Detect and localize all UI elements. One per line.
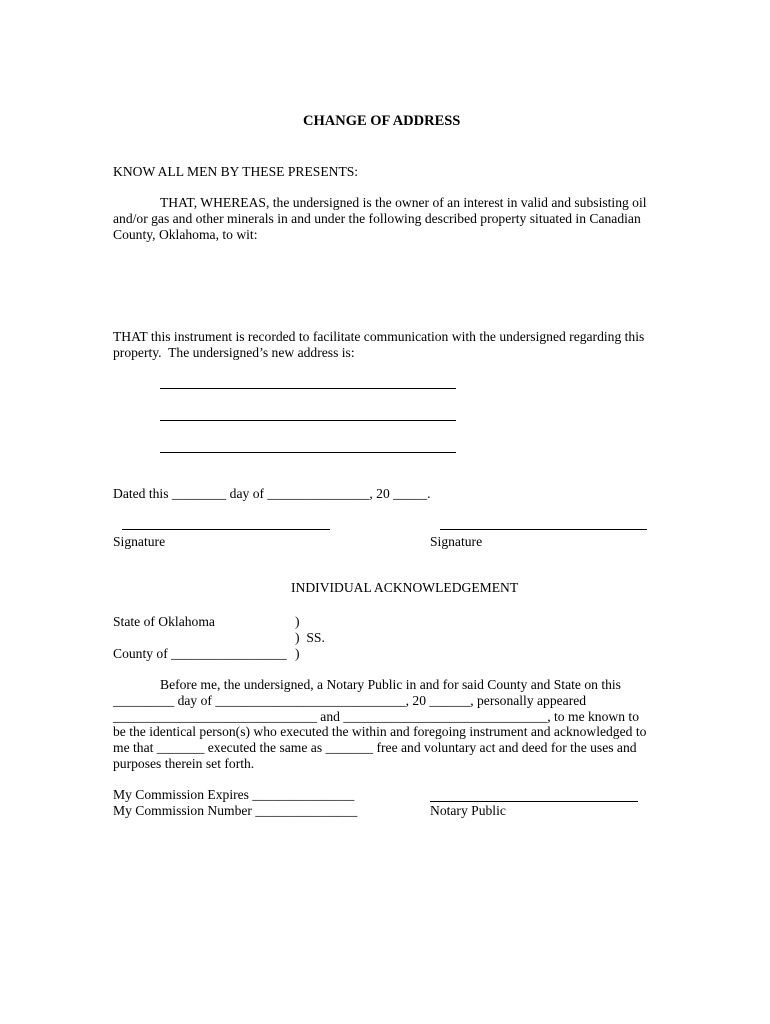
address-line-1[interactable] xyxy=(160,388,456,389)
address-line-3[interactable] xyxy=(160,452,456,453)
whereas-line-2: and/or gas and other minerals in and under the following described property situated in Canadian xyxy=(113,211,641,226)
ack-body-line-4: be the identical person(s) who executed the within and foregoing instrument and acknowledged to xyxy=(113,724,647,739)
signature-line-right[interactable] xyxy=(440,529,647,530)
notary-signature-line[interactable] xyxy=(430,801,638,802)
venue-paren-3: ) xyxy=(295,646,300,661)
notary-label: Notary Public xyxy=(430,803,506,818)
whereas-line-1: THAT, WHEREAS, the undersigned is the owner of an interest in valid and subsisting oil xyxy=(160,195,647,210)
intro-text: KNOW ALL MEN BY THESE PRESENTS: xyxy=(113,164,359,179)
signature-label-left: Signature xyxy=(113,534,166,549)
commission-number: My Commission Number _______________ xyxy=(113,803,358,818)
dated-line: Dated this ________ day of _______________, 20 _____. xyxy=(113,486,431,501)
state-label: State of Oklahoma xyxy=(113,614,215,629)
whereas-line-3: County, Oklahoma, to wit: xyxy=(113,227,258,242)
ack-body-line-6: purposes therein set forth. xyxy=(113,756,255,771)
ack-body-line-1: Before me, the undersigned, a Notary Public in and for said County and State on this xyxy=(160,677,621,692)
signature-label-right: Signature xyxy=(430,534,483,549)
ack-body-line-3: ______________________________ and ______________________________, to me known to xyxy=(113,709,639,724)
county-label: County of _________________ xyxy=(113,646,287,661)
venue-paren-1: ) xyxy=(295,614,300,629)
ack-body-line-5: me that _______ executed the same as _______ free and voluntary act and deed for the uses and xyxy=(113,740,637,755)
commission-expires: My Commission Expires _______________ xyxy=(113,787,355,802)
signature-line-left[interactable] xyxy=(122,529,330,530)
venue-ss: ) SS. xyxy=(295,630,325,645)
address-line-2[interactable] xyxy=(160,420,456,421)
purpose-line-2: property. The undersigned’s new address is: xyxy=(113,345,355,360)
document-title: CHANGE OF ADDRESS xyxy=(303,113,461,129)
purpose-line-1: THAT this instrument is recorded to facilitate communication with the undersigned regarding this xyxy=(113,329,645,344)
ack-body-line-2: _________ day of ____________________________, 20 ______, personally appeared xyxy=(113,693,587,708)
acknowledgement-heading: INDIVIDUAL ACKNOWLEDGEMENT xyxy=(291,580,519,595)
